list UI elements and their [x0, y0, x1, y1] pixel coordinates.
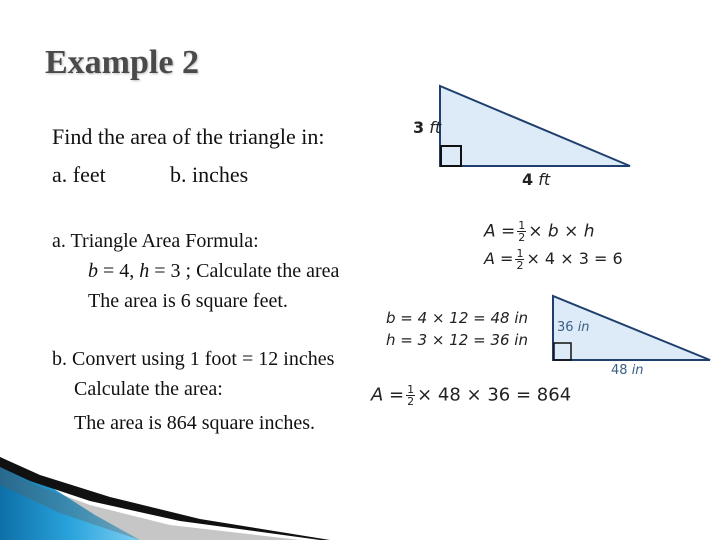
area-formula-general: [484, 220, 595, 243]
base-value: 4: [522, 170, 534, 189]
formula-lhs: A =: [484, 221, 516, 242]
height-value: 36: [557, 320, 574, 335]
solution-a-heading: a. Triangle Area Formula:: [52, 230, 259, 252]
solution-a-result: The area is 6 square feet.: [88, 290, 288, 312]
var-h: h: [139, 260, 150, 282]
formula-rest: × b × h: [528, 221, 595, 242]
problem-part-b: b. inches: [170, 162, 249, 187]
base-unit: in: [631, 363, 644, 378]
slide-title: Example 2: [45, 44, 199, 81]
height-unit: in: [577, 320, 590, 335]
triangle-feet-base-label: [522, 170, 550, 189]
height-value: 3: [413, 118, 425, 137]
conversion-b: b = 4 × 12 = 48 in: [386, 309, 528, 327]
fraction-half: $\frac{1}{2}$: [516, 247, 524, 272]
triangle-feet-shape: [440, 86, 630, 166]
triangle-inches-height-label: [557, 320, 590, 335]
solution-b-step: Calculate the area:: [74, 378, 223, 400]
solution-b-result: The area is 864 square inches.: [74, 412, 316, 434]
area-formula-inches: [371, 384, 571, 407]
height-unit: ft: [429, 118, 442, 137]
problem-part-a: a. feet: [52, 162, 106, 187]
base-unit: ft: [538, 170, 551, 189]
var-b: b: [88, 260, 98, 282]
triangle-feet-height-label: [413, 118, 441, 137]
problem-statement: Find the area of the triangle in:: [52, 124, 325, 149]
base-value: 48: [611, 363, 628, 378]
given-h-value: = 3 ; Calculate the area: [149, 260, 340, 282]
fraction-half: $\frac{1}{2}$: [407, 383, 415, 408]
formula-specific-rest: × 4 × 3 = 6: [526, 249, 623, 268]
solution-b-heading: b. Convert using 1 foot = 12 inches: [52, 348, 335, 370]
formula-lhs: A =: [371, 384, 405, 406]
decorative-corner-swoosh: [0, 455, 330, 540]
conversion-h: h = 3 × 12 = 36 in: [386, 331, 528, 349]
formula-inches-rest: × 48 × 36 = 864: [417, 384, 572, 406]
formula-lhs: A =: [484, 249, 514, 268]
fraction-half: $\frac{1}{2}$: [518, 219, 526, 244]
solution-a-given: [88, 260, 339, 283]
given-b-value: = 4,: [98, 260, 140, 282]
area-formula-specific: [484, 248, 623, 271]
triangle-inches-base-label: [611, 363, 644, 378]
